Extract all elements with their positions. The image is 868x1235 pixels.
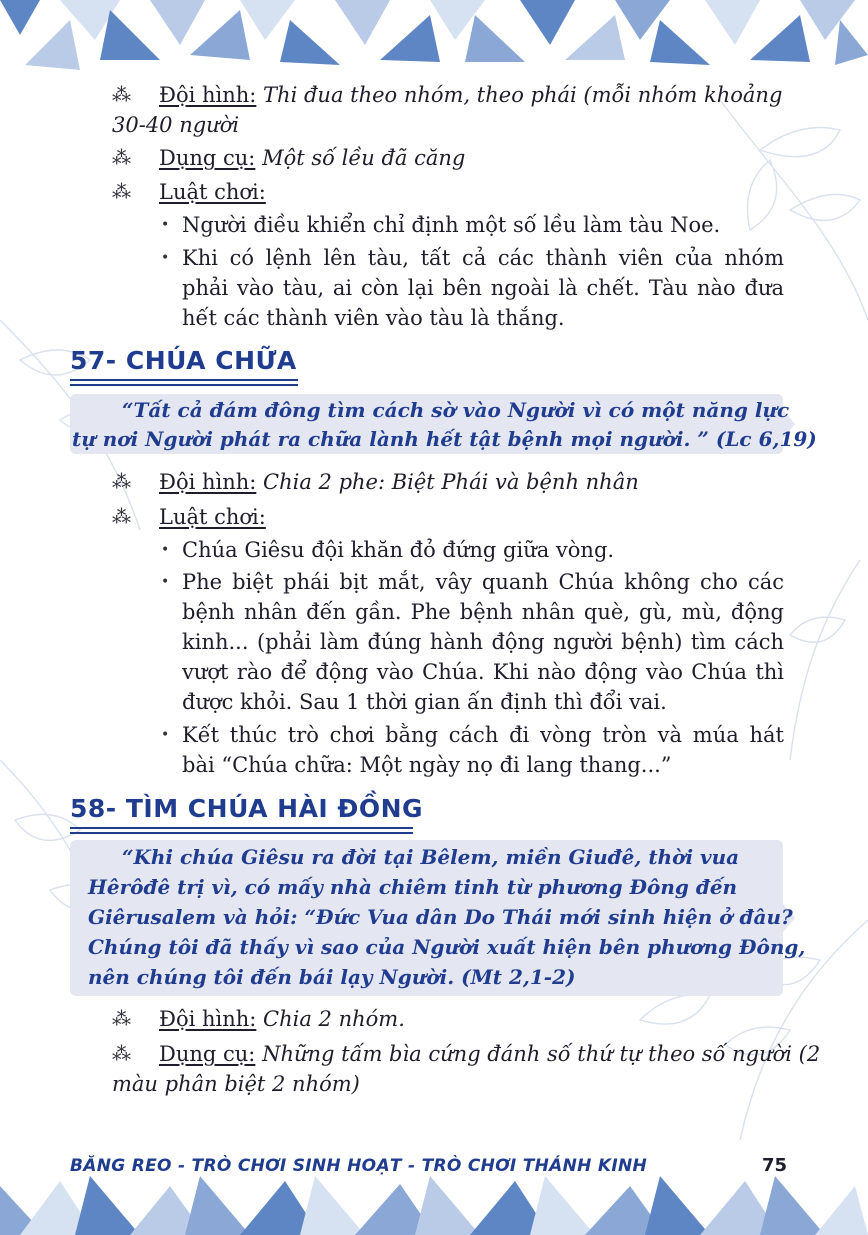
- section-58-quote-line: Hêrôđê trị vì, có mấy nhà chiêm tinh từ phương Đông đến: [88, 875, 738, 899]
- section-57-title: 57- CHÚA CHỮA: [70, 346, 297, 375]
- rules-label: Luật chơi:: [159, 505, 266, 529]
- section-58-title-underline: [70, 827, 413, 829]
- rules-label: Luật chơi:: [159, 180, 266, 204]
- dot-bullet-icon: •: [161, 250, 170, 266]
- rule-item-continued: hết các thành viên vào tàu là thắng.: [182, 306, 565, 330]
- star-bullet-icon: ⁂: [112, 506, 131, 528]
- star-bullet-icon: ⁂: [112, 84, 131, 106]
- formation-text: Thi đua theo nhóm, theo phái (mỗi nhóm khoảng: [263, 83, 783, 107]
- rule-item-continued: bài “Chúa chữa: Một ngày nọ đi lang thang...”: [182, 753, 672, 777]
- rule-item: Chúa Giêsu đội khăn đỏ đứng giữa vòng.: [182, 538, 615, 562]
- star-bullet-icon: ⁂: [112, 147, 131, 169]
- formation-line: [159, 1004, 405, 1034]
- star-bullet-icon: ⁂: [112, 181, 131, 203]
- formation-label: Đội hình:: [159, 83, 257, 107]
- equipment-text: Những tấm bìa cứng đánh số thứ tự theo số người (2: [262, 1042, 821, 1066]
- formation-text-continued: 30-40 người: [112, 113, 240, 137]
- section-57-title-underline: [70, 379, 298, 381]
- section-57-quote-line: “Tất cả đám đông tìm cách sờ vào Người vì có một năng lực: [122, 398, 790, 422]
- equipment-text-continued: màu phân biệt 2 nhóm): [112, 1072, 360, 1096]
- dot-bullet-icon: •: [161, 574, 170, 590]
- formation-label: Đội hình:: [159, 470, 257, 494]
- rule-item-continued: phải vào tàu, ai còn lại bên ngoài là chết. Tàu nào đưa: [182, 276, 784, 300]
- dot-bullet-icon: •: [161, 542, 170, 558]
- equipment-label: Dụng cụ:: [159, 146, 256, 170]
- equipment-text: Một số lều đã căng: [262, 146, 466, 170]
- rule-item-continued: kinh... (phải làm đúng hành động người bệnh) tìm cách: [182, 630, 784, 654]
- rule-item: Kết thúc trò chơi bằng cách đi vòng tròn và múa hát: [182, 723, 784, 747]
- formation-text: Chia 2 phe: Biệt Phái và bệnh nhân: [263, 470, 639, 494]
- formation-text: Chia 2 nhóm.: [263, 1007, 405, 1031]
- rule-item: Phe biệt phái bịt mắt, vây quanh Chúa không cho các: [182, 570, 784, 594]
- formation-label: Đội hình:: [159, 1007, 257, 1031]
- equipment-line: [159, 1039, 820, 1069]
- section-57-quote-line: tự nơi Người phát ra chữa lành hết tật bệnh mọi người. ” (Lc 6,19): [72, 427, 817, 451]
- star-bullet-icon: ⁂: [112, 1043, 131, 1065]
- section-58-quote-line: Chúng tôi đã thấy vì sao của Người xuất hiện bên phương Đông,: [88, 935, 806, 959]
- section-58-title: 58- TÌM CHÚA HÀI ĐỒNG: [70, 794, 424, 823]
- rule-item-continued: bệnh nhân đến gần. Phe bệnh nhân què, gù, mù, động: [182, 600, 784, 624]
- section-58-quote-line: nên chúng tôi đến bái lạy Người. (Mt 2,1-2): [88, 965, 576, 989]
- rule-item: Khi có lệnh lên tàu, tất cả các thành viên của nhóm: [182, 246, 784, 270]
- rule-item-continued: vượt rào để động vào Chúa. Khi nào động vào Chúa thì: [182, 660, 784, 684]
- dot-bullet-icon: •: [161, 727, 170, 743]
- equipment-line: [159, 143, 465, 173]
- section-58-quote-line: Giêrusalem và hỏi: “Đức Vua dân Do Thái mới sinh hiện ở đâu?: [88, 905, 793, 929]
- footer-book-title: BĂNG REO - TRÒ CHƠI SINH HOẠT - TRÒ CHƠI THÁNH KINH: [70, 1156, 648, 1176]
- top-triangle-border: [0, 0, 868, 70]
- page-number: 75: [762, 1155, 788, 1176]
- section-58-quote-line: “Khi chúa Giêsu ra đời tại Bêlem, miền Giuđê, thời vua: [122, 845, 740, 869]
- dot-bullet-icon: •: [161, 217, 170, 233]
- bottom-triangle-border: [0, 1176, 868, 1235]
- formation-line: [159, 467, 639, 497]
- rule-item: Người điều khiển chỉ định một số lều làm tàu Noe.: [182, 213, 721, 237]
- star-bullet-icon: ⁂: [112, 471, 131, 493]
- section-58-title-underline: [70, 832, 413, 834]
- rules-line: [159, 502, 266, 532]
- rules-line: [159, 177, 266, 207]
- rule-item-continued: được khỏi. Sau 1 thời gian ấn định thì đổi vai.: [182, 690, 667, 714]
- star-bullet-icon: ⁂: [112, 1008, 131, 1030]
- equipment-label: Dụng cụ:: [159, 1042, 256, 1066]
- section-57-title-underline: [70, 384, 298, 386]
- formation-line: [159, 80, 782, 110]
